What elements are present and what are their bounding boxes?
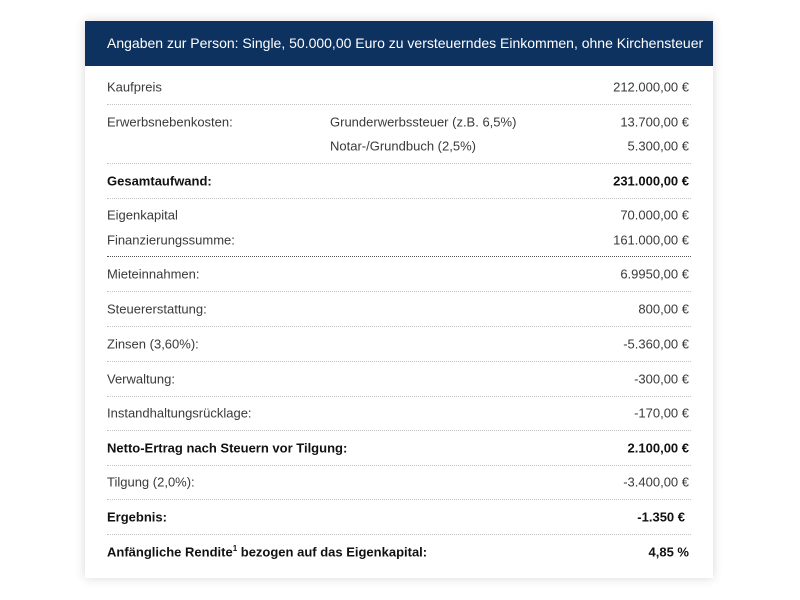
- steuererstattung-value: 800,00 €: [638, 301, 689, 317]
- rendite-value: 4,85 %: [648, 544, 689, 560]
- row-divider: [107, 326, 691, 327]
- eigenkapital-value: 70.000,00 €: [620, 207, 689, 223]
- notar-label: Notar-/Grundbuch (2,5%): [330, 138, 476, 154]
- finanzierungssumme-value: 161.000,00 €: [613, 232, 689, 248]
- zinsen-value: -5.360,00 €: [623, 336, 689, 352]
- row-divider: [107, 361, 691, 362]
- instandhaltung-value: -170,00 €: [634, 405, 689, 421]
- kaufpreis-label: Kaufpreis: [107, 79, 162, 95]
- zinsen-label: Zinsen (3,60%):: [107, 336, 199, 352]
- ergebnis-value: -1.350 €: [637, 509, 685, 525]
- mieteinnahmen-label: Mieteinnahmen:: [107, 266, 200, 282]
- row-divider: [107, 291, 691, 292]
- rendite-label-text: Anfängliche Rendite: [107, 544, 233, 560]
- grunderwerbsteuer-value: 13.700,00 €: [620, 114, 689, 130]
- kaufpreis-value: 212.000,00 €: [613, 79, 689, 95]
- eigenkapital-label: Eigenkapital: [107, 207, 178, 223]
- tilgung-label: Tilgung (2,0%):: [107, 474, 195, 490]
- section-divider: [107, 256, 691, 257]
- calculation-card: [85, 21, 713, 578]
- row-divider: [107, 499, 691, 500]
- row-divider: [107, 396, 691, 397]
- gesamtaufwand-value: 231.000,00 €: [613, 173, 689, 189]
- finanzierungssumme-label: Finanzierungssumme:: [107, 232, 235, 248]
- gesamtaufwand-label: Gesamtaufwand:: [107, 173, 212, 189]
- erwerbsnebenkosten-label: Erwerbsnebenkosten:: [107, 114, 233, 130]
- row-divider: [107, 198, 691, 199]
- verwaltung-value: -300,00 €: [634, 371, 689, 387]
- tilgung-value: -3.400,00 €: [623, 474, 689, 490]
- row-divider: [107, 534, 691, 535]
- card-header: Angaben zur Person: Single, 50.000,00 Euro zu versteuerndes Einkommen, ohne Kirchensteuer: [85, 21, 713, 66]
- row-divider: [107, 465, 691, 466]
- ergebnis-label: Ergebnis:: [107, 509, 167, 525]
- row-divider: [107, 430, 691, 431]
- netto-ertrag-value: 2.100,00 €: [627, 440, 689, 456]
- steuererstattung-label: Steuererstattung:: [107, 301, 207, 317]
- notar-value: 5.300,00 €: [627, 138, 689, 154]
- verwaltung-label: Verwaltung:: [107, 371, 175, 387]
- grunderwerbsteuer-label: Grunderwerbssteuer (z.B. 6,5%): [330, 114, 517, 130]
- rendite-label-suffix: bezogen auf das Eigenkapital:: [237, 544, 428, 560]
- instandhaltung-label: Instandhaltungsrücklage:: [107, 405, 252, 421]
- rendite-label: [107, 545, 427, 560]
- row-divider: [107, 104, 691, 105]
- netto-ertrag-label: Netto-Ertrag nach Steuern vor Tilgung:: [107, 440, 348, 456]
- row-divider: [107, 163, 691, 164]
- rendite-footnote-marker: 1: [232, 544, 238, 554]
- mieteinnahmen-value: 6.9950,00 €: [620, 266, 689, 282]
